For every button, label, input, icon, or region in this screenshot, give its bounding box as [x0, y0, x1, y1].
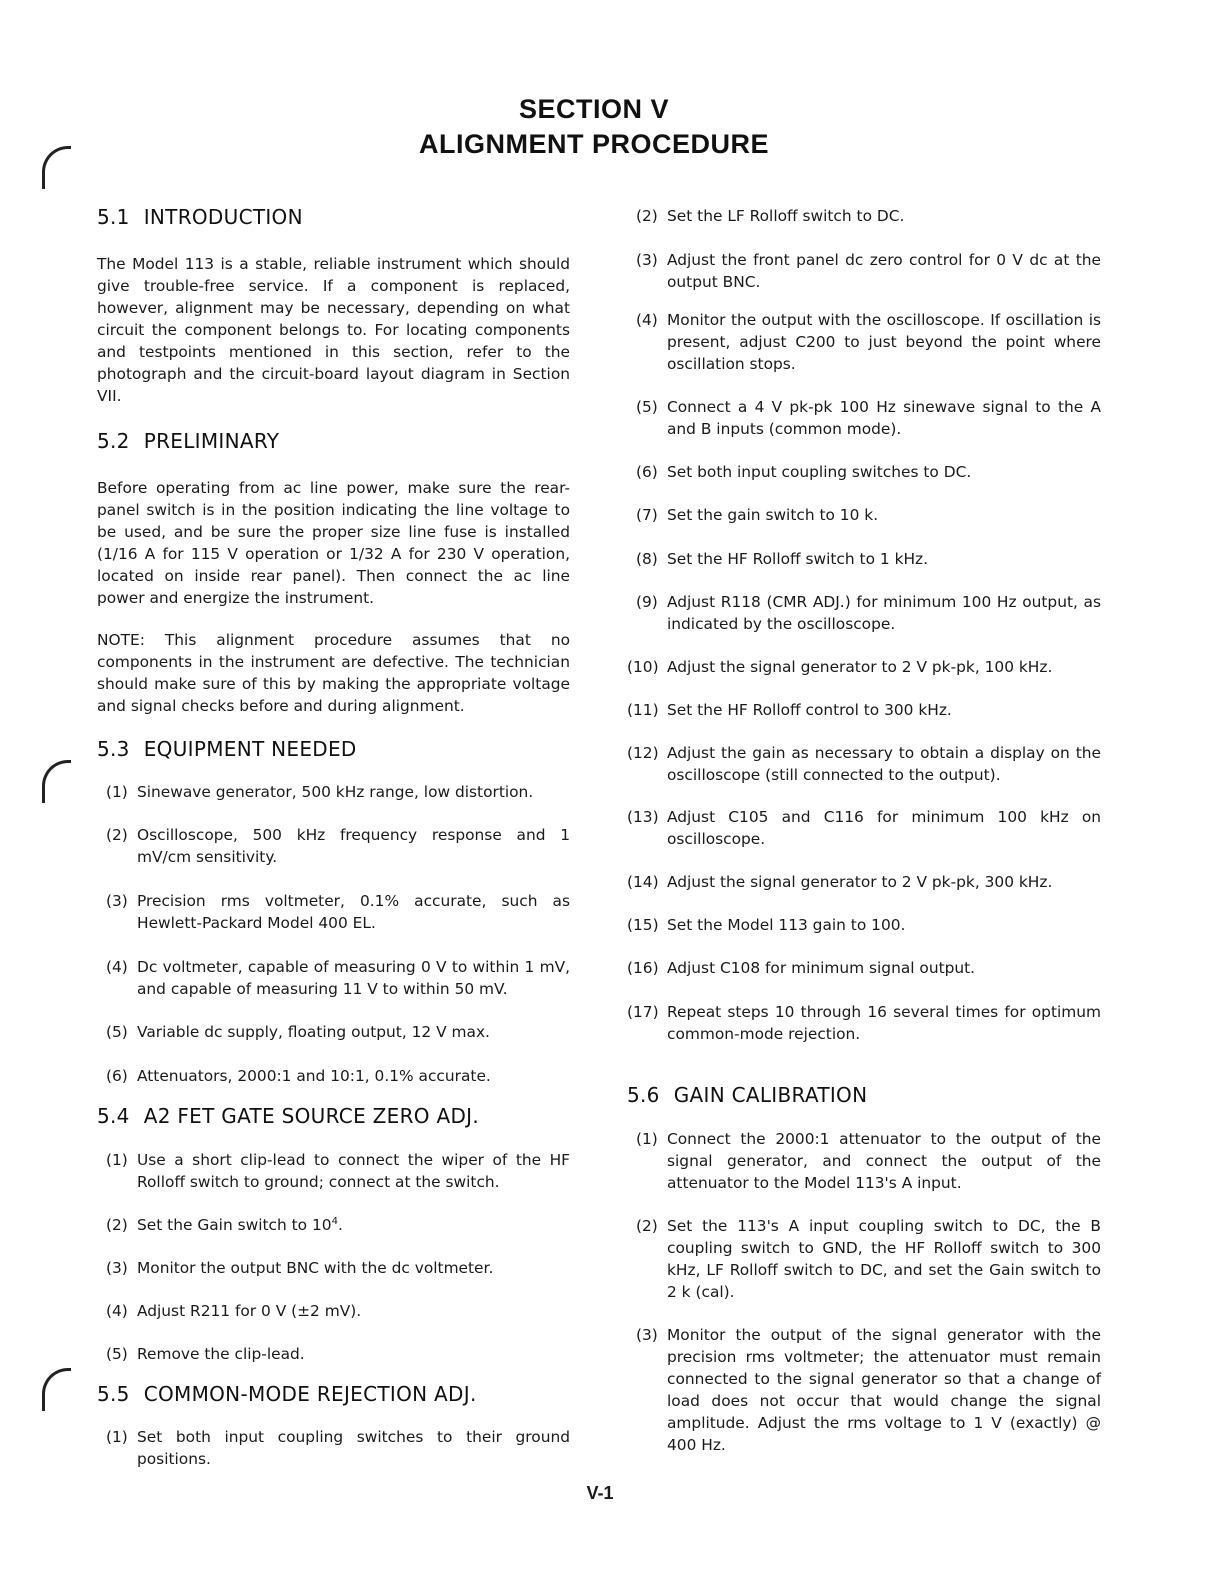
heading-5-6: 5.6 GAIN CALIBRATION: [627, 1083, 868, 1107]
list-item: (7) Set the gain switch to 10 k.: [636, 506, 879, 524]
list-item: (13) Adjust C105 and C116 for minimum 100 kHz on oscilloscope.: [627, 808, 1101, 848]
gain-calibration-steps: [627, 1128, 1101, 1456]
binder-hole-mark: [42, 760, 71, 803]
page-number: V-1: [586, 1483, 614, 1503]
list-item: (1) Use a short clip-lead to connect the wiper of the HF Rolloff switch to ground; connect at the switch.: [106, 1151, 570, 1191]
list-item: (6) Set both input coupling switches to DC.: [636, 463, 972, 481]
list-item: (1) Set both input coupling switches to their ground positions.: [106, 1428, 570, 1468]
preliminary-paragraph: Before operating from ac line power, make sure the rear-panel switch is in the position indicating the line voltage to be used, and be sure the proper size line fuse is installed (1/16 A for 115 V operation or 1/32 A for 230 V operation, located on inside rear panel). Then connect the ac line power and energize the instrument.: [97, 479, 570, 607]
list-item: (4) Adjust R211 for 0 V (±2 mV).: [106, 1302, 362, 1320]
left-column: [97, 205, 570, 1470]
section-title: SECTION V: [518, 94, 670, 124]
list-item: (1) Connect the 2000:1 attenuator to the output of the signal generator, and connect the output of the attenuator to the Model 113's A input.: [636, 1130, 1101, 1192]
note-label: NOTE:: [97, 631, 145, 649]
note-paragraph: NOTE: This alignment procedure assumes that no components in the instrument are defective. The technician should make sure of this by making the appropriate voltage and signal checks before and during alignment.: [97, 631, 570, 715]
equipment-list: [97, 781, 570, 1087]
section-subtitle: ALIGNMENT PROCEDURE: [418, 129, 769, 159]
list-item: (2) Oscilloscope, 500 kHz frequency response and 1 mV/cm sensitivity.: [106, 826, 570, 866]
list-item: (17) Repeat steps 10 through 16 several times for optimum common-mode rejection.: [627, 1003, 1101, 1043]
list-item: (5) Remove the clip-lead.: [106, 1345, 305, 1363]
list-item: (4) Monitor the output with the oscilloscope. If oscillation is present, adjust C200 to just beyond the point where oscillation stops.: [636, 311, 1101, 373]
list-item: (15) Set the Model 113 gain to 100.: [627, 916, 906, 934]
heading-5-3: 5.3 EQUIPMENT NEEDED: [97, 737, 357, 761]
list-item: (2) Set the LF Rolloff switch to DC.: [636, 207, 905, 225]
binder-hole-mark: [42, 1368, 71, 1411]
list-item: (11) Set the HF Rolloff control to 300 kHz.: [627, 701, 952, 719]
list-item: (1) Sinewave generator, 500 kHz range, low distortion.: [106, 783, 534, 801]
list-item: (3) Adjust the front panel dc zero control for 0 V dc at the output BNC.: [636, 251, 1101, 291]
list-item: (12) Adjust the gain as necessary to obtain a display on the oscilloscope (still connected to the output).: [627, 744, 1101, 784]
list-item: (4) Dc voltmeter, capable of measuring 0 V to within 1 mV, and capable of measuring 11 V to within 50 mV.: [106, 958, 570, 998]
heading-5-1: 5.1 INTRODUCTION: [97, 205, 303, 229]
cmr-steps-continued: [627, 205, 1101, 1045]
list-item: (9) Adjust R118 (CMR ADJ.) for minimum 100 Hz output, as indicated by the oscilloscope.: [636, 593, 1101, 633]
list-item: (3) Monitor the output BNC with the dc voltmeter.: [106, 1259, 494, 1277]
heading-5-4: 5.4 A2 FET GATE SOURCE ZERO ADJ.: [97, 1104, 480, 1128]
list-item: (10) Adjust the signal generator to 2 V pk-pk, 100 kHz.: [627, 658, 1053, 676]
list-item: (5) Connect a 4 V pk-pk 100 Hz sinewave signal to the A and B inputs (common mode).: [636, 398, 1101, 438]
list-item: (8) Set the HF Rolloff switch to 1 kHz.: [636, 550, 929, 568]
cmr-steps-start: [97, 1426, 570, 1470]
list-item: (2) Set the 113's A input coupling switch to DC, the B coupling switch to GND, the HF Rolloff switch to 300 kHz, LF Rolloff switch to DC, and set the Gain switch to 2 k (cal).: [636, 1217, 1101, 1301]
fet-zero-steps: [97, 1149, 570, 1365]
list-item: (16) Adjust C108 for minimum signal output.: [627, 959, 976, 977]
heading-5-5: 5.5 COMMON-MODE REJECTION ADJ.: [97, 1382, 477, 1406]
list-item: (3) Precision rms voltmeter, 0.1% accurate, such as Hewlett-Packard Model 400 EL.: [106, 892, 570, 932]
list-item: (6) Attenuators, 2000:1 and 10:1, 0.1% accurate.: [106, 1067, 491, 1085]
intro-paragraph: The Model 113 is a stable, reliable instrument which should give trouble-free service. If a component is replaced, however, alignment may be necessary, depending on what circuit the component belongs to. For locating components and testpoints mentioned in this section, refer to the photograph and the circuit-board layout diagram in Section VII.: [97, 255, 570, 405]
list-item: (2) Set the Gain switch to $10^4$.: [106, 1215, 343, 1234]
right-column: [627, 205, 1101, 1456]
list-item: (5) Variable dc supply, floating output, 12 V max.: [106, 1023, 490, 1041]
list-item: (14) Adjust the signal generator to 2 V pk-pk, 300 kHz.: [627, 873, 1053, 891]
list-item: (3) Monitor the output of the signal generator with the precision rms voltmeter; the attenuator must remain connected to the signal generator so that a change of load does not occur that would change the signal amplitude. Adjust the rms voltage to 1 V (exactly) @ 400 Hz.: [636, 1326, 1101, 1454]
heading-5-2: 5.2 PRELIMINARY: [97, 429, 280, 453]
